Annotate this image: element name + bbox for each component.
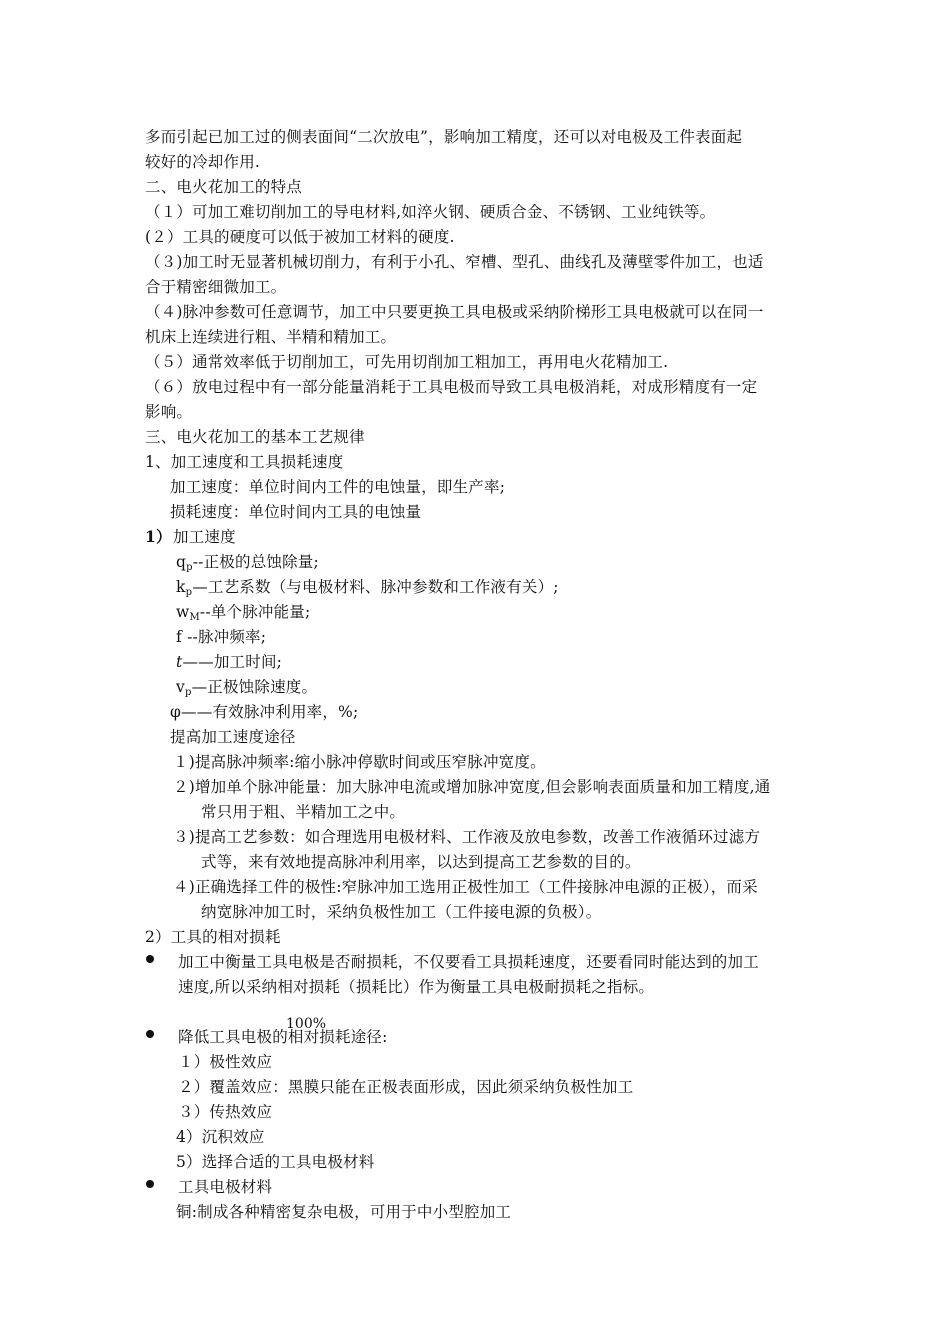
bullet-text: 加工中衡量工具电极是否耐损耗，不仅要看工具损耗速度，还要看同时能达到的加工 xyxy=(178,953,759,971)
definition-wear: 损耗速度：单位时间内工具的电蚀量 xyxy=(170,503,422,521)
improve-item: ３)提高工艺参数：如合理选用电极材料、工作液及放电参数，改善工作液循环过滤方 xyxy=(173,828,761,846)
improve-item: ２)增加单个脉冲能量：加大脉冲电流或增加脉冲宽度,但会影响表面质量和加工精度,通 xyxy=(173,778,771,796)
improve-item: ４)正确选择工件的极性:窄脉冲加工选用正极性加工（工件接脉冲电源的正极），而采 xyxy=(173,878,758,896)
bullet-icon xyxy=(146,955,154,963)
feature-item: （４)脉冲参数可任意调节，加工中只要更换工具电极或采纳阶梯形工具电极就可以在同一 xyxy=(145,303,764,321)
subsection-title: 1、加工速度和工具损耗速度 xyxy=(145,453,344,471)
improve-item: 纳宽脉冲加工时，采纳负极性加工（工件接电源的负极）。 xyxy=(201,903,602,921)
variable-w: $w_M--$单个脉冲能量; xyxy=(176,603,311,623)
percent-label: 100% xyxy=(286,1016,327,1032)
improve-item: 常只用于粗、半精加工之中。 xyxy=(201,803,406,821)
improve-title: 提高加工速度途径 xyxy=(170,728,296,746)
bullet-icon xyxy=(146,1030,154,1038)
material-copper: 铜:制成各种精密复杂电极，可用于中小型腔加工 xyxy=(176,1203,512,1221)
intro-line-2: 较好的冷却作用. xyxy=(145,153,261,171)
way-item: 4）沉积效应 xyxy=(176,1128,265,1146)
variable-q: $q_p--$正极的总蚀除量; xyxy=(176,553,319,573)
way-item: ２）覆盖效应：黑膜只能在正极表面形成，因此须采纳负极性加工 xyxy=(178,1078,634,1096)
feature-item: 机床上连续进行粗、半精和精加工。 xyxy=(145,328,397,346)
variable-f: f --脉冲频率; xyxy=(176,628,267,646)
feature-item: （１）可加工难切削加工的导电材料,如淬火钢、硬质合金、不锈钢、工业纯铁等。 xyxy=(145,203,716,221)
feature-item: （３)加工时无显著机械切削力，有利于小孔、窄槽、型孔、曲线孔及薄壁零件加工，也适 xyxy=(145,253,764,271)
point-title: 加工速度 xyxy=(173,528,236,546)
variable-t: t——加工时间; xyxy=(176,653,283,671)
variable-k: $k_p—$工艺系数（与电极材料、脉冲参数和工作液有关）; xyxy=(176,578,559,598)
bullet-text: 降低工具电极的相对损耗途径: xyxy=(178,1028,388,1046)
improve-item: 式等，来有效地提高脉冲利用率，以达到提高工艺参数的目的。 xyxy=(201,853,641,871)
feature-item: （６）放电过程中有一部分能量消耗于工具电极而导致工具电极消耗，对成形精度有一定 xyxy=(145,378,758,396)
feature-item: (２）工具的硬度可以低于被加工材料的硬度. xyxy=(145,228,455,246)
bullet-text: 工具电极材料 xyxy=(178,1178,273,1196)
improve-item: １)提高脉冲频率:缩小脉冲停歇时间或压窄脉冲宽度。 xyxy=(173,753,546,771)
way-item: 5）选择合适的工具电极材料 xyxy=(176,1153,375,1171)
section3-heading: 三、电火花加工的基本工艺规律 xyxy=(145,428,365,446)
bullet-text: 速度,所以采纳相对损耗（损耗比）作为衡量工具电极耐损耗之指标。 xyxy=(178,978,655,996)
point-number: 1） xyxy=(145,527,172,546)
intro-line-1: 多而引起已加工过的侧表面间“二次放电”，影响加工精度，还可以对电极及工件表面起 xyxy=(145,128,743,146)
way-item: ３）传热效应 xyxy=(178,1103,273,1121)
feature-item: 合于精密细微加工。 xyxy=(145,278,287,296)
variable-phi: φ——有效脉冲利用率，%; xyxy=(170,703,359,721)
definition-speed: 加工速度：单位时间内工件的电蚀量，即生产率; xyxy=(170,478,506,496)
feature-item: （５）通常效率低于切削加工，可先用切削加工粗加工，再用电火花精加工. xyxy=(145,353,669,371)
feature-item: 影响。 xyxy=(145,403,193,421)
point-2-title: 2）工具的相对损耗 xyxy=(145,928,281,946)
bullet-icon xyxy=(146,1180,154,1188)
way-item: １）极性效应 xyxy=(178,1053,273,1071)
section2-heading: 二、电火花加工的特点 xyxy=(145,178,303,196)
variable-v: $v_p—$正极蚀除速度。 xyxy=(176,678,318,698)
